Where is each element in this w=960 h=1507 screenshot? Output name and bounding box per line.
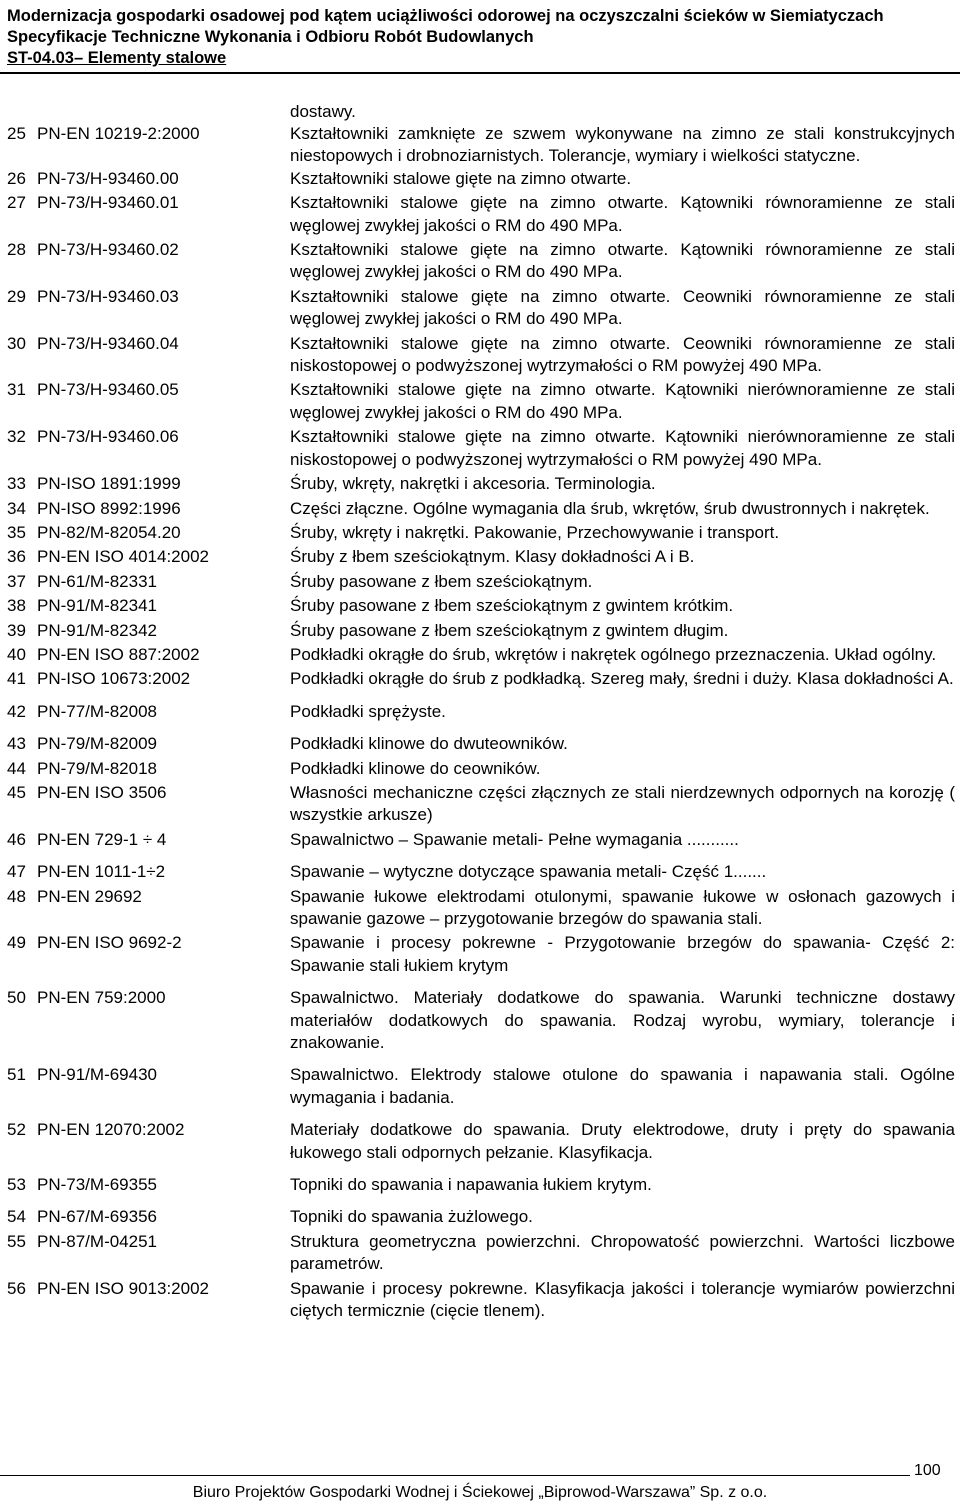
standard-number: 38 — [7, 596, 26, 616]
standard-number: 36 — [7, 547, 26, 567]
standard-row — [7, 932, 957, 977]
standard-code: PN-EN ISO 3506 — [37, 782, 167, 802]
standard-description: Kształtowniki stalowe gięte na zimno otwarte. Kątowniki nierównoramienne ze stali niskostopowej o podwyższonej wytrzymałości o RM powyżej 490 MPa. — [290, 427, 955, 469]
standard-code: PN-EN 729-1 ÷ 4 — [37, 829, 167, 849]
standard-code: PN-91/M-82341 — [37, 596, 158, 616]
standard-number: 52 — [7, 1120, 26, 1140]
standard-code: PN-ISO 1891:1999 — [37, 474, 181, 494]
standard-number: 37 — [7, 571, 26, 591]
standard-description: Podkładki okrągłe do śrub z podkładką. Szereg mały, średni i duży. Klasa dokładności A. — [290, 669, 954, 689]
standard-description: Podkładki sprężyste. — [290, 701, 446, 721]
standard-row — [7, 1206, 957, 1228]
standard-description: Spawalnictwo. Elektrody stalowe otulone do spawania i napawania stali. Ogólne wymagania i badania. — [290, 1065, 955, 1107]
standard-code: PN-EN ISO 9692-2 — [37, 933, 182, 953]
standard-description: Spawanie łukowe elektrodami otulonymi, spawanie łukowe w osłonach gazowych i spawanie gazowe – przygotowanie brzegów do spawania stali. — [290, 886, 955, 928]
standard-row — [7, 571, 957, 593]
standard-row — [7, 644, 957, 666]
standard-description: Spawanie i procesy pokrewne - Przygotowanie brzegów do spawania- Część 2: Spawanie stali łukiem krytym — [290, 933, 955, 975]
standard-description: Materiały dodatkowe do spawania. Druty elektrodowe, druty i pręty do spawania łukowego stali odpornych pełzanie. Klasyfikacja. — [290, 1120, 955, 1162]
standard-row — [7, 886, 957, 931]
standard-description: Spawanie – wytyczne dotyczące spawania metali- Część 1....... — [290, 862, 767, 882]
standard-row — [7, 168, 957, 190]
standard-row — [7, 620, 957, 642]
standard-number: 30 — [7, 333, 26, 353]
standard-number: 41 — [7, 669, 26, 689]
standard-row — [7, 426, 957, 471]
standard-description: Śruby z łbem sześciokątnym. Klasy dokładności A i B. — [290, 547, 695, 567]
standard-description: Struktura geometryczna powierzchni. Chropowatość powierzchni. Wartości liczbowe parametrów. — [290, 1231, 955, 1274]
standard-code: PN-79/M-82009 — [37, 734, 158, 754]
standard-number: 29 — [7, 286, 26, 306]
standard-code: PN-73/H-93460.04 — [37, 333, 179, 353]
page-number: 100 — [914, 1462, 941, 1479]
footer-company: Biuro Projektów Gospodarki Wodnej i Ściekowej „Biprowod-Warszawa” Sp. z o.o. — [192, 1484, 768, 1501]
standard-code: PN-87/M-04251 — [37, 1231, 158, 1251]
standard-code: PN-ISO 10673:2002 — [37, 669, 191, 689]
standard-row — [7, 782, 957, 827]
standard-code: PN-EN 10219-2:2000 — [37, 124, 200, 143]
standard-description: Kształtowniki stalowe gięte na zimno otwarte. Kątowniki równoramienne ze stali węglowej zwykłej jakości o RM do 490 MPa. — [290, 193, 955, 235]
standard-row — [7, 861, 957, 883]
standard-row — [7, 1231, 957, 1276]
standard-number: 39 — [7, 620, 26, 640]
standard-code: PN-ISO 8992:1996 — [37, 498, 181, 518]
standard-number: 25 — [7, 124, 26, 143]
standard-description: Spawanie i procesy pokrewne. Klasyfikacja jakości i tolerancje wymiarów powierzchni ciętych termicznie (cięcie tlenem). — [290, 1278, 955, 1321]
standard-code: PN-73/H-93460.06 — [37, 427, 179, 447]
standard-number: 47 — [7, 862, 26, 882]
standard-description: Podkładki klinowe do ceowników. — [290, 758, 541, 778]
standard-row — [7, 522, 957, 544]
standard-number: 32 — [7, 427, 26, 447]
standard-row — [7, 987, 957, 1054]
continued-text: dostawy. — [290, 102, 356, 121]
standard-description: Topniki do spawania i napawania łukiem krytym. — [290, 1175, 652, 1195]
standard-description: Kształtowniki stalowe gięte na zimno otwarte. Ceowniki równoramienne ze stali niskostopowej o podwyższonej wytrzymałości o RM powyżej 490 MPa. — [290, 333, 955, 376]
standard-description: Podkładki okrągłe do śrub, wkrętów i nakrętek ogólnego przeznaczenia. Układ ogólny. — [290, 644, 937, 664]
standard-row — [7, 286, 957, 331]
standard-row — [7, 1278, 957, 1323]
standard-number: 44 — [7, 758, 26, 778]
standard-description: Kształtowniki stalowe gięte na zimno otwarte. Kątowniki nierównoramienne ze stali węglowej zwykłej jakości o RM do 490 MPa. — [290, 380, 955, 422]
standard-row — [7, 1119, 957, 1164]
standard-code: PN-67/M-69356 — [37, 1207, 158, 1227]
standard-row — [7, 333, 957, 378]
standard-number: 34 — [7, 498, 26, 518]
standard-number: 50 — [7, 988, 26, 1008]
standard-code: PN-91/M-82342 — [37, 620, 158, 640]
header-divider — [0, 72, 960, 74]
standard-description: Śruby pasowane z łbem sześciokątnym z gwintem długim. — [290, 620, 729, 640]
header-spec-title: Specyfikacje Techniczne Wykonania i Odbioru Robót Budowlanych — [7, 28, 534, 46]
standard-number: 56 — [7, 1278, 26, 1298]
standard-number: 55 — [7, 1231, 26, 1251]
standard-row — [7, 701, 957, 723]
standard-code: PN-EN 29692 — [37, 886, 142, 906]
standard-number: 28 — [7, 240, 26, 260]
standard-description: Własności mechaniczne części złącznych ze stali nierdzewnych odpornych na korozję ( wszystkie arkusze) — [290, 782, 955, 825]
standard-row — [7, 379, 957, 424]
standard-description: Śruby, wkręty i nakrętki. Pakowanie, Przechowywanie i transport. — [290, 522, 780, 542]
standard-code: PN-61/M-82331 — [37, 571, 158, 591]
standard-code: PN-73/H-93460.02 — [37, 240, 179, 260]
standards-list — [7, 123, 957, 1323]
standard-row — [7, 546, 957, 568]
standard-description: Topniki do spawania żużlowego. — [290, 1207, 533, 1227]
standard-code: PN-73/M-69355 — [37, 1175, 158, 1195]
standard-number: 27 — [7, 193, 26, 213]
standard-code: PN-82/M-82054.20 — [37, 522, 181, 542]
standard-row — [7, 668, 957, 690]
standard-row — [7, 829, 957, 851]
standard-row — [7, 1064, 957, 1109]
standard-code: PN-73/H-93460.03 — [37, 286, 179, 306]
standard-description: Kształtowniki stalowe gięte na zimno otwarte. Kątowniki równoramienne ze stali węglowej zwykłej jakości o RM do 490 MPa. — [290, 240, 955, 282]
standard-number: 54 — [7, 1207, 26, 1227]
standard-code: PN-EN ISO 9013:2002 — [37, 1278, 209, 1298]
standard-number: 48 — [7, 886, 26, 906]
standard-code: PN-77/M-82008 — [37, 701, 158, 721]
header-project-title: Modernizacja gospodarki osadowej pod kątem uciążliwości odorowej na oczyszczalni ścieków w Siemiatyczach — [7, 7, 884, 25]
standard-description: Podkładki klinowe do dwuteowników. — [290, 734, 568, 754]
standard-number: 31 — [7, 380, 26, 400]
standard-code: PN-91/M-69430 — [37, 1065, 158, 1085]
standard-code: PN-79/M-82018 — [37, 758, 158, 778]
standard-row — [7, 473, 957, 495]
standard-row — [7, 239, 957, 284]
standard-code: PN-EN 12070:2002 — [37, 1120, 185, 1140]
standard-number: 46 — [7, 829, 26, 849]
standard-number: 45 — [7, 782, 26, 802]
standard-code: PN-73/H-93460.00 — [37, 168, 179, 188]
standard-number: 35 — [7, 522, 26, 542]
standard-code: PN-73/H-93460.05 — [37, 380, 179, 400]
standard-number: 49 — [7, 933, 26, 953]
standard-row — [7, 758, 957, 780]
standard-description: Spawalnictwo – Spawanie metali- Pełne wymagania ........... — [290, 829, 739, 849]
standard-code: PN-73/H-93460.01 — [37, 193, 179, 213]
standard-description: Spawalnictwo. Materiały dodatkowe do spawania. Warunki techniczne dostawy materiałów dodatkowych do spawania. Rodzaj wyrobu, wymiary, tolerancje i znakowanie. — [290, 988, 955, 1053]
standard-number: 26 — [7, 168, 26, 188]
standard-number: 40 — [7, 644, 26, 664]
standard-description: Kształtowniki stalowe gięte na zimno otwarte. Ceowniki równoramienne ze stali węglowej zwykłej jakości o RM do 490 MPa. — [290, 286, 955, 329]
standard-number: 43 — [7, 734, 26, 754]
standard-description: Śruby, wkręty, nakrętki i akcesoria. Terminologia. — [290, 474, 656, 494]
footer-divider — [0, 1475, 910, 1476]
standard-row — [7, 733, 957, 755]
standard-row — [7, 1174, 957, 1196]
header-section-title: ST-04.03– Elementy stalowe — [7, 49, 227, 67]
standard-description: Kształtowniki zamknięte ze szwem wykonywane na zimno ze stali konstrukcyjnych niestopowych i drobnoziarnistych. Tolerancje, wymiary i wielkości statyczne. — [290, 124, 955, 166]
standard-number: 33 — [7, 474, 26, 494]
standard-code: PN-EN ISO 4014:2002 — [37, 547, 209, 567]
standard-row — [7, 123, 957, 168]
standard-number: 53 — [7, 1175, 26, 1195]
standard-description: Śruby pasowane z łbem sześciokątnym. — [290, 571, 593, 591]
standard-number: 42 — [7, 701, 26, 721]
document-header — [7, 6, 953, 69]
standard-code: PN-EN ISO 887:2002 — [37, 644, 200, 664]
standard-code: PN-EN 1011-1÷2 — [37, 862, 166, 882]
standard-description: Śruby pasowane z łbem sześciokątnym z gwintem krótkim. — [290, 596, 734, 616]
standard-row — [7, 595, 957, 617]
standard-description: Części złączne. Ogólne wymagania dla śrub, wkrętów, śrub dwustronnych i nakrętek. — [290, 498, 930, 518]
standard-number: 51 — [7, 1065, 26, 1085]
standard-code: PN-EN 759:2000 — [37, 988, 166, 1008]
standard-row — [7, 192, 957, 237]
standard-description: Kształtowniki stalowe gięte na zimno otwarte. — [290, 168, 632, 188]
standard-row — [7, 498, 957, 520]
